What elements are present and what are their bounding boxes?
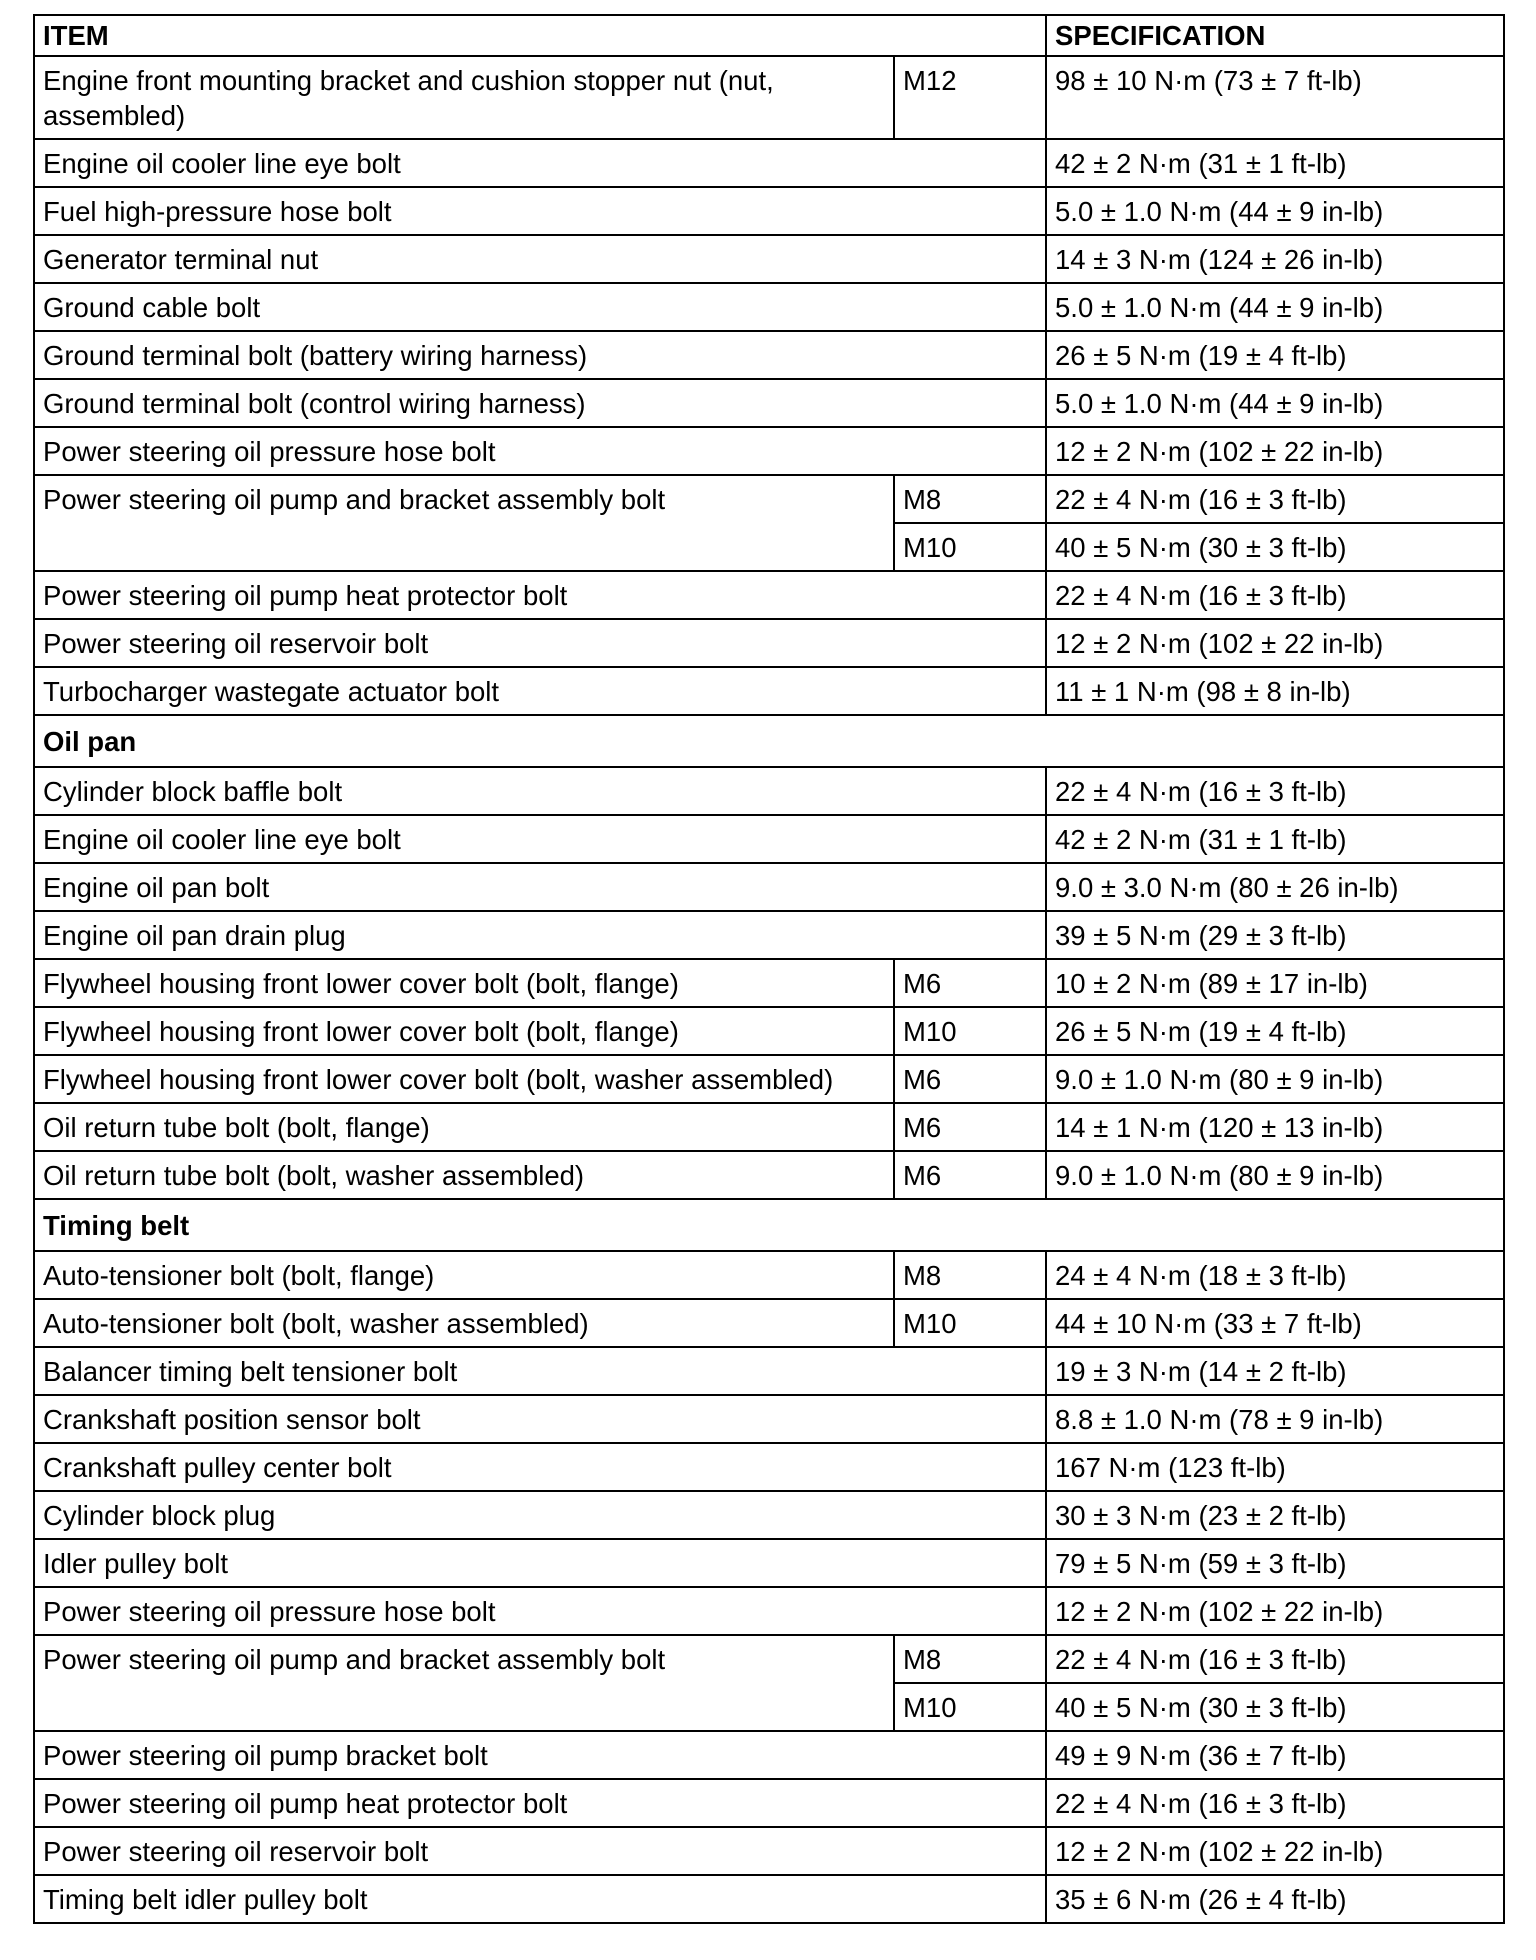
spec-cell: 5.0 ± 1.0 N·m (44 ± 9 in-lb) [1046, 379, 1504, 427]
spec-cell: 24 ± 4 N·m (18 ± 3 ft-lb) [1046, 1251, 1504, 1299]
spec-cell: 40 ± 5 N·m (30 ± 3 ft-lb) [1046, 523, 1504, 571]
table-row [34, 667, 1504, 715]
item-cell: Power steering oil pump heat protector bolt [34, 1779, 1046, 1827]
size-cell: M10 [894, 523, 1046, 571]
item-cell: Flywheel housing front lower cover bolt (bolt, washer assembled) [34, 1055, 894, 1103]
table-row [34, 1151, 1504, 1199]
item-column-header: ITEM [34, 15, 1046, 56]
spec-cell: 35 ± 6 N·m (26 ± 4 ft-lb) [1046, 1875, 1504, 1923]
table-body [34, 56, 1504, 1923]
item-cell: Power steering oil pump bracket bolt [34, 1731, 1046, 1779]
spec-cell: 22 ± 4 N·m (16 ± 3 ft-lb) [1046, 1635, 1504, 1683]
table-row [34, 1443, 1504, 1491]
torque-spec-table [33, 14, 1505, 1924]
section-row [34, 715, 1504, 767]
spec-cell: 9.0 ± 3.0 N·m (80 ± 26 in-lb) [1046, 863, 1504, 911]
item-cell: Flywheel housing front lower cover bolt (bolt, flange) [34, 1007, 894, 1055]
table-row [34, 1731, 1504, 1779]
table-row [34, 1491, 1504, 1539]
size-cell: M10 [894, 1683, 1046, 1731]
spec-cell: 12 ± 2 N·m (102 ± 22 in-lb) [1046, 427, 1504, 475]
size-cell: M10 [894, 1299, 1046, 1347]
item-cell: Fuel high-pressure hose bolt [34, 187, 1046, 235]
table-row [34, 475, 1504, 523]
header-row [34, 15, 1504, 56]
item-cell: Power steering oil pump and bracket assembly bolt [34, 1635, 894, 1731]
spec-cell: 42 ± 2 N·m (31 ± 1 ft-lb) [1046, 139, 1504, 187]
item-cell: Generator terminal nut [34, 235, 1046, 283]
item-cell: Idler pulley bolt [34, 1539, 1046, 1587]
table-row [34, 187, 1504, 235]
table-row [34, 619, 1504, 667]
table-row [34, 235, 1504, 283]
item-cell: Power steering oil reservoir bolt [34, 1827, 1046, 1875]
item-cell: Flywheel housing front lower cover bolt (bolt, flange) [34, 959, 894, 1007]
size-cell: M6 [894, 1055, 1046, 1103]
spec-cell: 5.0 ± 1.0 N·m (44 ± 9 in-lb) [1046, 187, 1504, 235]
item-cell: Engine oil pan drain plug [34, 911, 1046, 959]
table-row [34, 379, 1504, 427]
size-cell: M6 [894, 959, 1046, 1007]
spec-cell: 19 ± 3 N·m (14 ± 2 ft-lb) [1046, 1347, 1504, 1395]
table-row [34, 1251, 1504, 1299]
spec-cell: 30 ± 3 N·m (23 ± 2 ft-lb) [1046, 1491, 1504, 1539]
spec-cell: 10 ± 2 N·m (89 ± 17 in-lb) [1046, 959, 1504, 1007]
table-row [34, 863, 1504, 911]
table-row [34, 767, 1504, 815]
item-cell: Power steering oil pump heat protector bolt [34, 571, 1046, 619]
spec-cell: 42 ± 2 N·m (31 ± 1 ft-lb) [1046, 815, 1504, 863]
spec-cell: 14 ± 3 N·m (124 ± 26 in-lb) [1046, 235, 1504, 283]
specification-column-header: SPECIFICATION [1046, 15, 1504, 56]
item-cell: Ground cable bolt [34, 283, 1046, 331]
spec-cell: 22 ± 4 N·m (16 ± 3 ft-lb) [1046, 571, 1504, 619]
spec-cell: 12 ± 2 N·m (102 ± 22 in-lb) [1046, 1587, 1504, 1635]
table-row [34, 1875, 1504, 1923]
table-row [34, 283, 1504, 331]
item-cell: Engine front mounting bracket and cushion stopper nut (nut, assembled) [34, 56, 894, 139]
spec-cell: 79 ± 5 N·m (59 ± 3 ft-lb) [1046, 1539, 1504, 1587]
spec-cell: 12 ± 2 N·m (102 ± 22 in-lb) [1046, 1827, 1504, 1875]
spec-cell: 11 ± 1 N·m (98 ± 8 in-lb) [1046, 667, 1504, 715]
table-row [34, 911, 1504, 959]
table-row [34, 1827, 1504, 1875]
section-heading: Timing belt [34, 1199, 1504, 1251]
table-row [34, 56, 1504, 139]
table-row [34, 1539, 1504, 1587]
item-cell: Engine oil cooler line eye bolt [34, 139, 1046, 187]
item-cell: Oil return tube bolt (bolt, washer assembled) [34, 1151, 894, 1199]
size-cell: M8 [894, 1251, 1046, 1299]
item-cell: Power steering oil reservoir bolt [34, 619, 1046, 667]
table-row [34, 1395, 1504, 1443]
item-cell: Power steering oil pump and bracket assembly bolt [34, 475, 894, 571]
table-header [34, 15, 1504, 56]
spec-cell: 12 ± 2 N·m (102 ± 22 in-lb) [1046, 619, 1504, 667]
table-row [34, 331, 1504, 379]
table-row [34, 1103, 1504, 1151]
spec-cell: 39 ± 5 N·m (29 ± 3 ft-lb) [1046, 911, 1504, 959]
table-row [34, 1055, 1504, 1103]
table-row [34, 1007, 1504, 1055]
spec-cell: 22 ± 4 N·m (16 ± 3 ft-lb) [1046, 1779, 1504, 1827]
spec-cell: 8.8 ± 1.0 N·m (78 ± 9 in-lb) [1046, 1395, 1504, 1443]
spec-cell: 26 ± 5 N·m (19 ± 4 ft-lb) [1046, 331, 1504, 379]
size-cell: M10 [894, 1007, 1046, 1055]
spec-cell: 9.0 ± 1.0 N·m (80 ± 9 in-lb) [1046, 1055, 1504, 1103]
item-cell: Timing belt idler pulley bolt [34, 1875, 1046, 1923]
spec-cell: 26 ± 5 N·m (19 ± 4 ft-lb) [1046, 1007, 1504, 1055]
spec-cell: 22 ± 4 N·m (16 ± 3 ft-lb) [1046, 767, 1504, 815]
spec-cell: 40 ± 5 N·m (30 ± 3 ft-lb) [1046, 1683, 1504, 1731]
item-cell: Auto-tensioner bolt (bolt, flange) [34, 1251, 894, 1299]
spec-cell: 49 ± 9 N·m (36 ± 7 ft-lb) [1046, 1731, 1504, 1779]
item-cell: Power steering oil pressure hose bolt [34, 427, 1046, 475]
size-cell: M8 [894, 1635, 1046, 1683]
item-cell: Ground terminal bolt (battery wiring harness) [34, 331, 1046, 379]
table-row [34, 1299, 1504, 1347]
item-cell: Auto-tensioner bolt (bolt, washer assembled) [34, 1299, 894, 1347]
item-cell: Crankshaft pulley center bolt [34, 1443, 1046, 1491]
item-cell: Power steering oil pressure hose bolt [34, 1587, 1046, 1635]
item-cell: Engine oil pan bolt [34, 863, 1046, 911]
table-row [34, 959, 1504, 1007]
item-cell: Crankshaft position sensor bolt [34, 1395, 1046, 1443]
item-cell: Turbocharger wastegate actuator bolt [34, 667, 1046, 715]
item-cell: Ground terminal bolt (control wiring harness) [34, 379, 1046, 427]
size-cell: M12 [894, 56, 1046, 139]
spec-cell: 44 ± 10 N·m (33 ± 7 ft-lb) [1046, 1299, 1504, 1347]
table-row [34, 815, 1504, 863]
table-row [34, 1635, 1504, 1683]
spec-cell: 5.0 ± 1.0 N·m (44 ± 9 in-lb) [1046, 283, 1504, 331]
item-cell: Cylinder block baffle bolt [34, 767, 1046, 815]
item-cell: Cylinder block plug [34, 1491, 1046, 1539]
spec-cell: 167 N·m (123 ft-lb) [1046, 1443, 1504, 1491]
section-heading: Oil pan [34, 715, 1504, 767]
size-cell: M8 [894, 475, 1046, 523]
item-cell: Balancer timing belt tensioner bolt [34, 1347, 1046, 1395]
spec-cell: 22 ± 4 N·m (16 ± 3 ft-lb) [1046, 475, 1504, 523]
item-cell: Engine oil cooler line eye bolt [34, 815, 1046, 863]
table-row [34, 427, 1504, 475]
size-cell: M6 [894, 1151, 1046, 1199]
table-row [34, 1587, 1504, 1635]
item-cell: Oil return tube bolt (bolt, flange) [34, 1103, 894, 1151]
table-row [34, 1347, 1504, 1395]
section-row [34, 1199, 1504, 1251]
table-row [34, 139, 1504, 187]
table-row [34, 1779, 1504, 1827]
size-cell: M6 [894, 1103, 1046, 1151]
spec-cell: 9.0 ± 1.0 N·m (80 ± 9 in-lb) [1046, 1151, 1504, 1199]
spec-cell: 98 ± 10 N·m (73 ± 7 ft-lb) [1046, 56, 1504, 139]
spec-cell: 14 ± 1 N·m (120 ± 13 in-lb) [1046, 1103, 1504, 1151]
table-row [34, 571, 1504, 619]
